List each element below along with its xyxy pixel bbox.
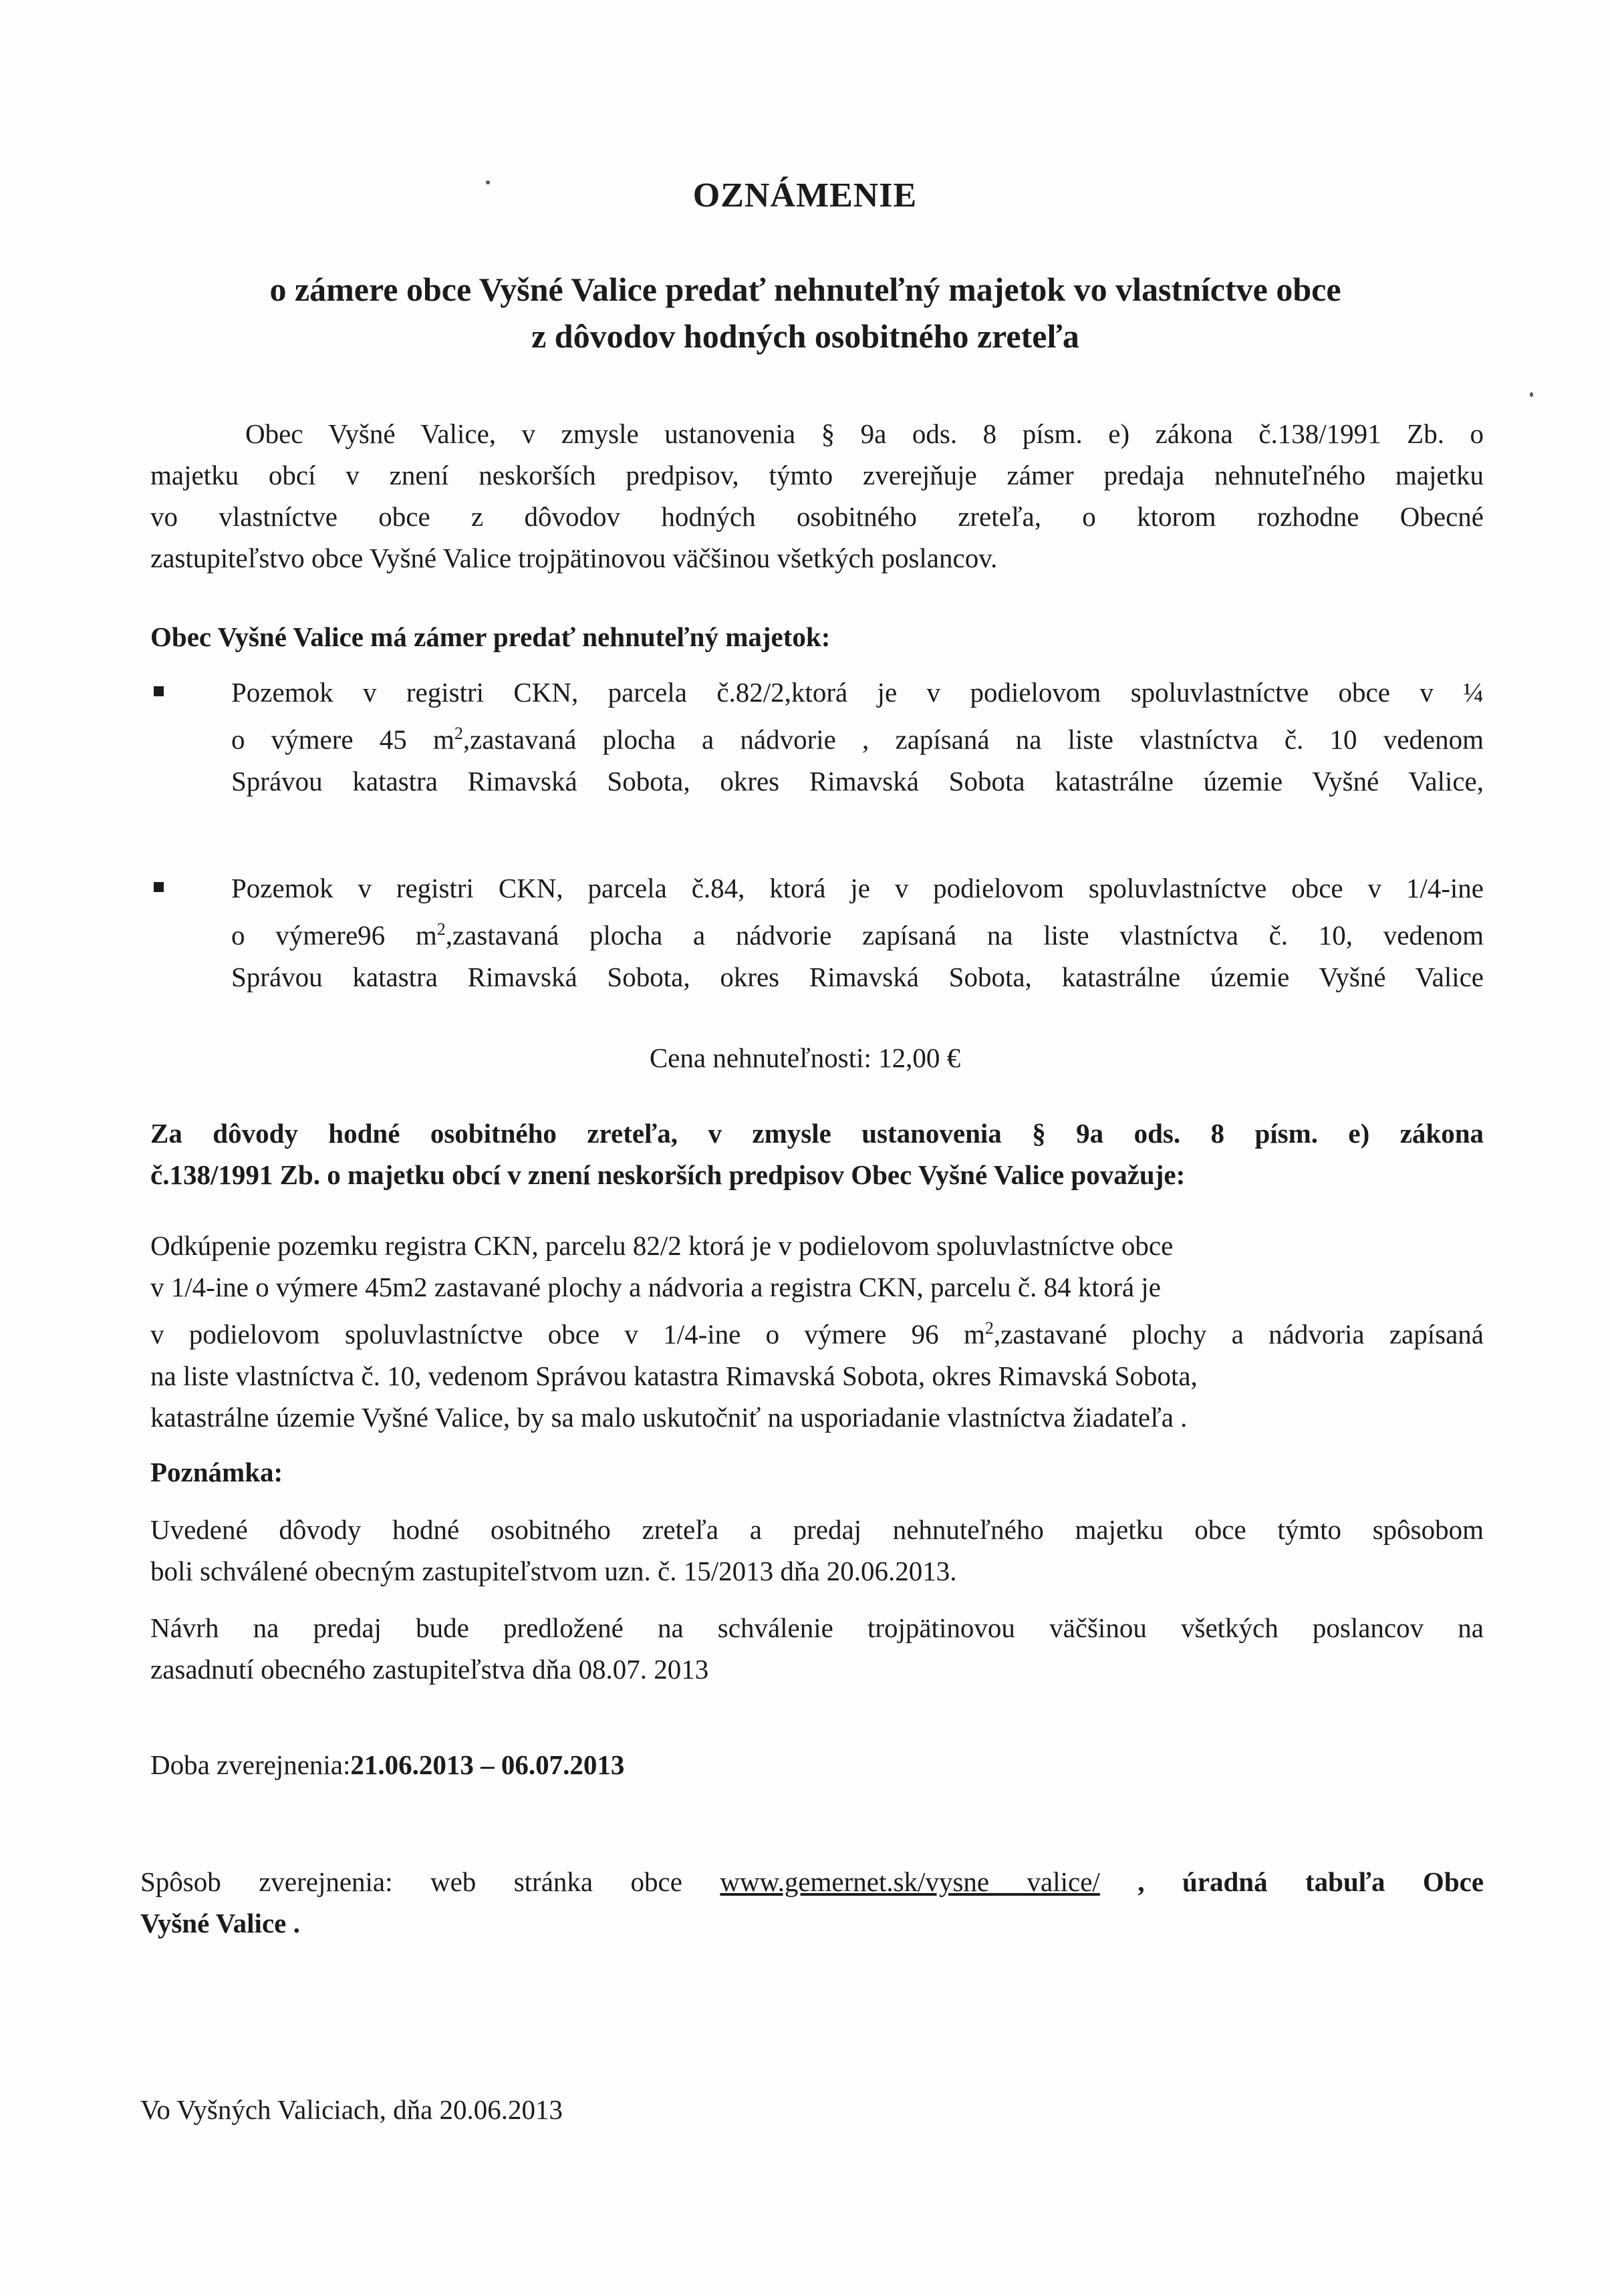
proposal-line-2: zasadnutí obecného zastupiteľstva dňa 08.07. 2013: [150, 1654, 709, 1685]
reasons-line-3a: v podielovom spoluvlastníctve obce v 1/4-ine o výmere 96 m: [150, 1318, 985, 1350]
publication-method: [140, 1861, 1484, 1944]
subtitle-line-1: o zámere obce Vyšné Valice predať nehnuteľný majetok vo vlastníctve obce: [269, 271, 1341, 308]
item-2-line-2: [231, 909, 1484, 956]
reasons-heading-line-2: č.138/1991 Zb. o majetku obcí v znení neskorších predpisov Obec Vyšné Valice považuje:: [150, 1159, 1186, 1190]
item-2-line-3: Správou katastra Rimavská Sobota, okres Rimavská Sobota, katastrálne územie Vyšné Valice: [231, 961, 1484, 992]
item-1-sup: 2: [454, 724, 463, 743]
reasons-line-5: katastrálne územie Vyšné Valice, by sa malo uskutočniť na usporiadanie vlastníctva žiadateľa .: [150, 1401, 1188, 1433]
item-2-line-2a: o výmere96 m: [231, 919, 437, 951]
document-title: OZNÁMENIE: [692, 176, 918, 214]
reasons-line-1: Odkúpenie pozemku registra CKN, parcelu 82/2 ktorá je v podielovom spoluvlastníctve obce: [150, 1230, 1174, 1261]
publication-method-line-1: [140, 1861, 1484, 1902]
item-2-sup: 2: [436, 919, 446, 939]
list-item: [154, 867, 1484, 1001]
bullet-square-icon: [154, 686, 164, 696]
reasons-line-3b: ,zastavané plochy a nádvoria zapísaná: [993, 1318, 1484, 1350]
item-2-line-1: Pozemok v registri CKN, parcela č.84, ktorá je v podielovom spoluvlastníctve obce v 1/4-ine: [231, 873, 1484, 903]
reasons-heading-line-1: Za dôvody hodné osobitného zreteľa, v zmysle ustanovenia § 9a ods. 8 písm. e) zákona: [150, 1118, 1484, 1149]
publication-method-line-2: Vyšné Valice .: [140, 1908, 300, 1939]
subtitle-line-2: z dôvodov hodných osobitného zreteľa: [531, 317, 1079, 355]
reasons-line-2: v 1/4-ine o výmere 45m2 zastavané plochy a nádvoria a registra CKN, parcelu č. 84 ktorá je: [150, 1272, 1161, 1302]
publication-method-label: Spôsob zverejnenia: web stránka obce: [140, 1866, 682, 1897]
reasons-line-3: [150, 1308, 1484, 1355]
intent-heading: Obec Vyšné Valice má zámer predať nehnuteľný majetok:: [150, 621, 831, 652]
list-item-text: [231, 672, 1484, 802]
reasons-sup: 2: [984, 1318, 994, 1338]
publication-period-value: 21.06.2013 – 06.07.2013: [350, 1749, 625, 1780]
intro-line-2: majetku obcí v znení neskorších predpisov, týmto zverejňuje zámer predaja nehnuteľného majetku: [150, 460, 1484, 490]
scan-speck: [1530, 392, 1533, 397]
intro-line-1: Obec Vyšné Valice, v zmysle ustanovenia § 9a ods. 8 písm. e) zákona č.138/1991 Zb. o: [245, 418, 1484, 449]
item-1-line-3: Správou katastra Rimavská Sobota, okres Rimavská Sobota katastrálne územie Vyšné Valice,: [231, 765, 1484, 797]
item-1-line-2b: ,zastavaná plocha a nádvorie , zapísaná na liste vlastníctva č. 10 vedenom: [462, 724, 1484, 755]
item-2-line-2b: ,zastavaná plocha a nádvorie zapísaná na liste vlastníctva č. 10, vedenom: [445, 919, 1484, 951]
intro-line-3: vo vlastníctve obce z dôvodov hodných osobitného zreteľa, o ktorom rozhodne Obecné: [150, 501, 1484, 532]
publication-period-label: Doba zverejnenia:: [150, 1749, 351, 1780]
reasons-paragraph: [150, 1225, 1484, 1438]
note-heading: Poznámka:: [150, 1457, 283, 1487]
item-1-line-2a: o výmere 45 m: [231, 724, 454, 755]
note-line-2: boli schválené obecným zastupiteľstvom uzn. č. 15/2013 dňa 20.06.2013.: [150, 1556, 957, 1586]
intro-paragraph: [150, 413, 1484, 579]
document-subtitle: [174, 266, 1437, 360]
intro-line-4: zastupiteľstvo obce Vyšné Valice trojpätinovou väčšinou všetkých poslancov.: [150, 543, 998, 573]
publication-period: [150, 1744, 624, 1785]
reasons-line-4: na liste vlastníctva č. 10, vedenom Správou katastra Rimavská Sobota, okres Rimavská Sobota,: [150, 1360, 1198, 1391]
municipality-website-link[interactable]: www.gemernet.sk/vysne valice/: [720, 1866, 1100, 1897]
bullet-square-icon: [154, 882, 164, 892]
list-item-text: [231, 867, 1484, 998]
place-and-date: Vo Vyšných Valiciach, dňa 20.06.2013: [140, 2094, 563, 2125]
note-paragraph: [150, 1509, 1484, 1592]
item-1-line-1: Pozemok v registri CKN, parcela č.82/2,ktorá je v podielovom spoluvlastníctve obce v ¼: [231, 677, 1484, 708]
note-line-1: Uvedené dôvody hodné osobitného zreteľa a predaj nehnuteľného majetku obce týmto spôsobom: [150, 1514, 1484, 1545]
list-item: [154, 672, 1484, 805]
price-line: Cena nehnuteľnosti: 12,00 €: [649, 1042, 961, 1073]
proposal-paragraph: [150, 1607, 1484, 1690]
item-1-line-2: [231, 713, 1484, 760]
reasons-heading: [150, 1113, 1484, 1195]
publication-method-suffix: , úradná tabuľa Obce: [1137, 1866, 1484, 1897]
proposal-line-1: Návrh na predaj bude predložené na schválenie trojpätinovou väčšinou všetkých poslancov na: [150, 1612, 1484, 1643]
scan-speck: [486, 180, 490, 184]
